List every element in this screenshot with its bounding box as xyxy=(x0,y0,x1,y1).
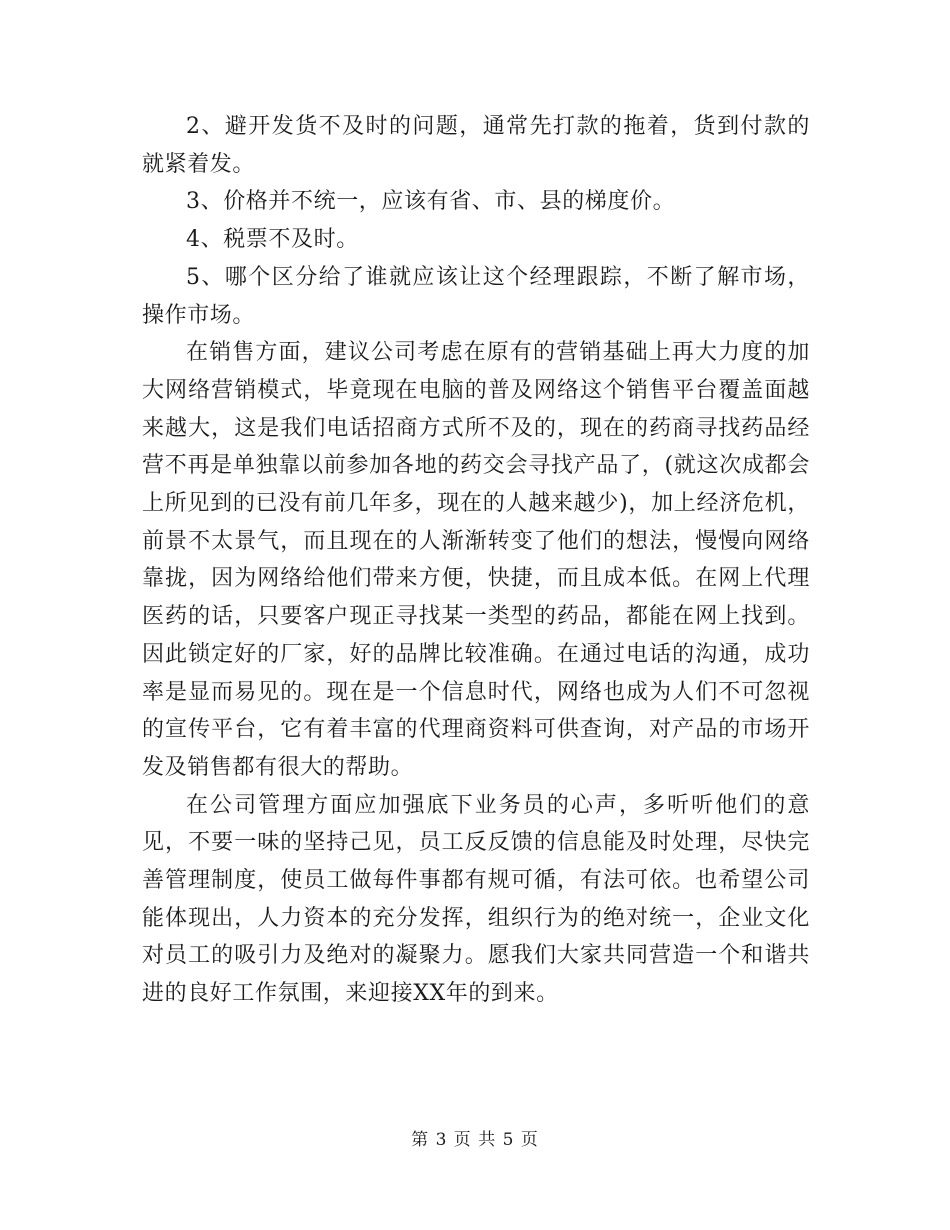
paragraph-item-2: 2、避开发货不及时的问题，通常先打款的拖着，货到付款的就紧着发。 xyxy=(142,114,810,177)
paragraph-item-4: 4、税票不及时。 xyxy=(186,227,359,253)
paragraph-item-5: 5、哪个区分给了谁就应该让这个经理跟踪，不断了解市场，操作市场。 xyxy=(142,264,810,328)
paragraph-management: 在公司管理方面应加强底下业务员的心声，多听听他们的意见，不要一味的坚持己见，员工反反馈的信息能及时处理，尽快完善管理制度，使员工做每件事都有规可循，有法可依。也希望公司能体现出，人力资本的充分发挥，组织行为的绝对统一，企业文化对员工的吸引力及绝对的凝聚力。愿我们大家共同营造一个和谐共进的良好工作氛围，来迎接XX年的到来。 xyxy=(142,792,810,1007)
page-number-label: 第 3 页 共 5 页 xyxy=(411,1130,539,1150)
page-footer xyxy=(0,1125,950,1150)
document-body xyxy=(142,108,810,1013)
paragraph-sales: 在销售方面，建议公司考虑在原有的营销基础上再大力度的加大网络营销模式，毕竟现在电脑的普及网络这个销售平台覆盖面越来越大，这是我们电话招商方式所不及的，现在的药商寻找药品经营不再是单独靠以前参加各地的药交会寻找产品了，(就这次成都会上所见到的已没有前几年多，现在的人越来越少)，加上经济危机，前景不太景气，而且现在的人渐渐转变了他们的想法，慢慢向网络靠拢，因为网络给他们带来方便，快捷，而且成本低。在网上代理医药的话，只要客户现正寻找某一类型的药品，都能在网上找到。因此锁定好的厂家，好的品牌比较准确。在通过电话的沟通，成功率是显而易见的。现在是一个信息时代，网络也成为人们不可忽视的宣传平台，它有着丰富的代理商资料可供查询，对产品的市场开发及销售都有很大的帮助。 xyxy=(142,340,810,780)
paragraph-item-3: 3、价格并不统一，应该有省、市、县的梯度价。 xyxy=(186,189,676,215)
